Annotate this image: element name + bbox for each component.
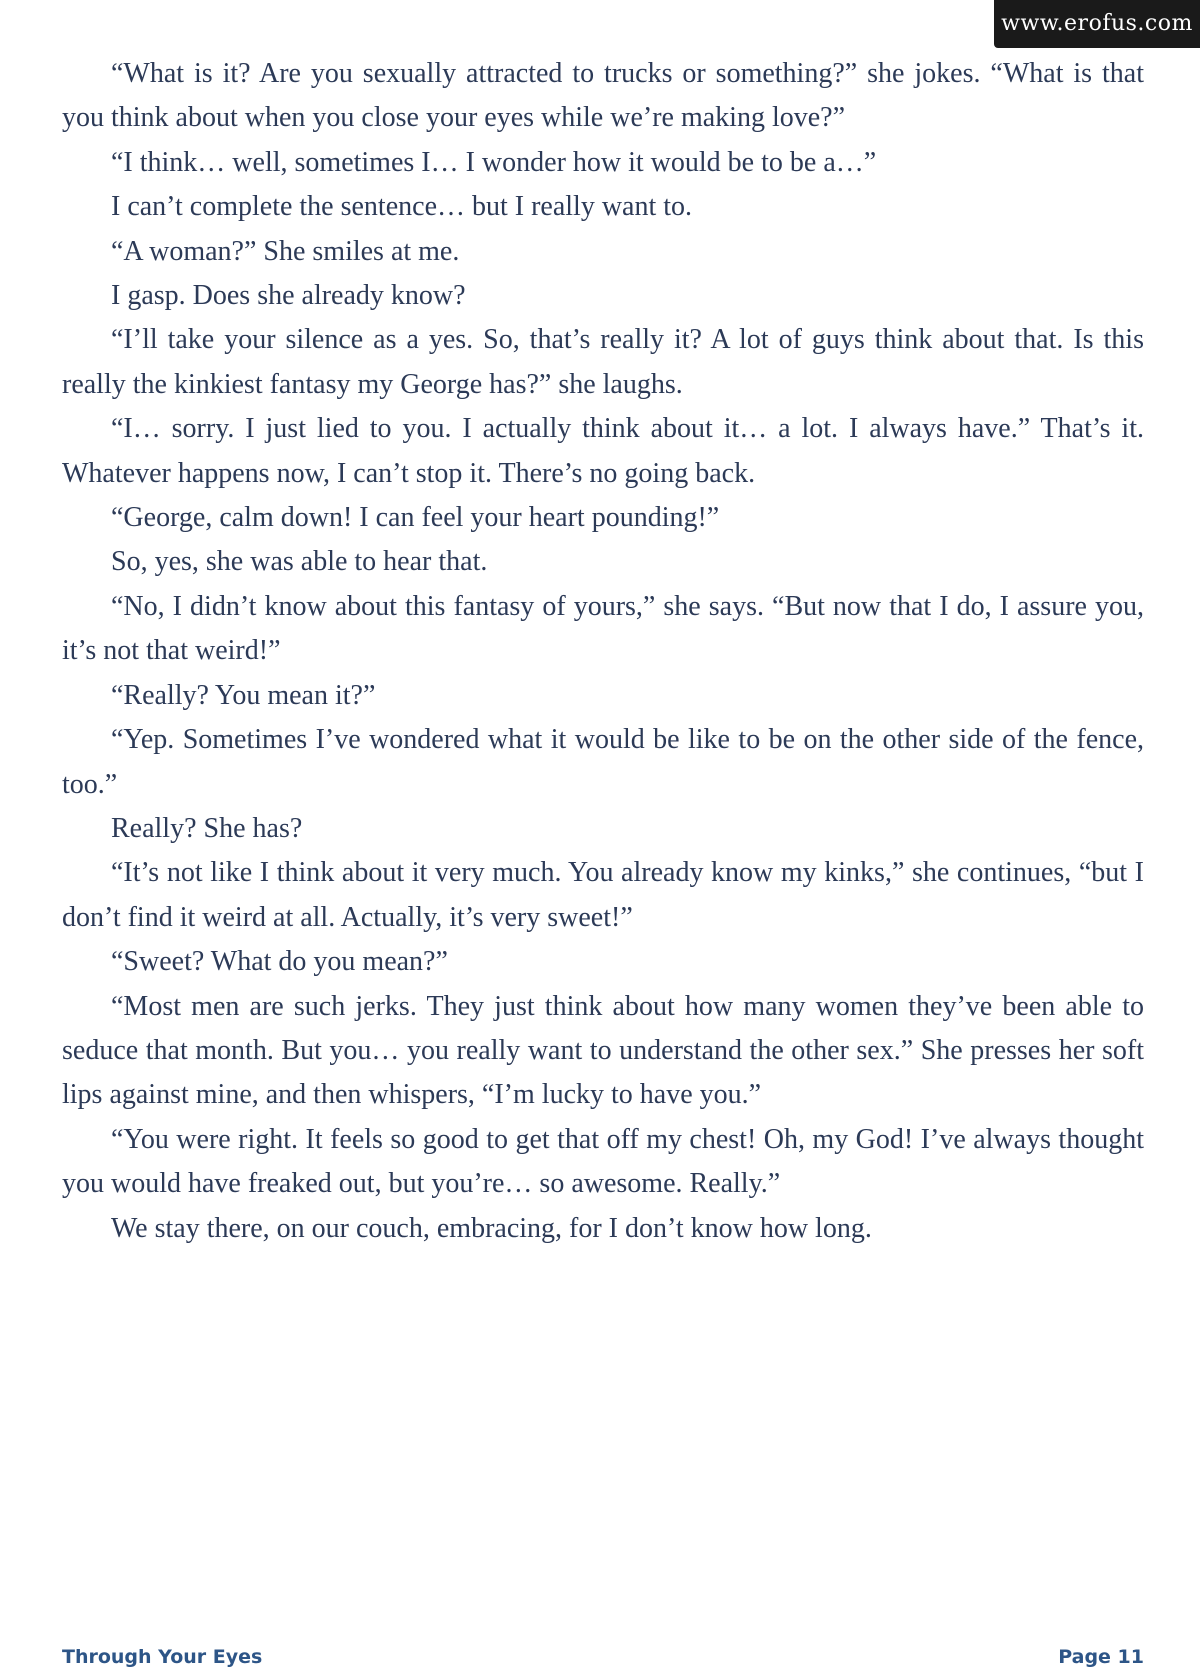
paragraph: We stay there, on our couch, embracing, for I don’t know how long. xyxy=(111,1212,872,1244)
page-number: Page 11 xyxy=(1058,1646,1144,1668)
paragraph: “Really? You mean it?” xyxy=(111,679,376,711)
paragraph: “No, I didn’t know about this fantasy of yours,” she says. “But now that I do, I assure you, it’s not that weird!” xyxy=(62,590,1144,667)
paragraph: “You were right. It feels so good to get that off my chest! Oh, my God! I’ve always thought you would have freaked out, but you’re… so awesome. Really.” xyxy=(62,1123,1144,1200)
paragraph: “I think… well, sometimes I… I wonder how it would be to be a…” xyxy=(111,146,877,178)
paragraph: I can’t complete the sentence… but I really want to. xyxy=(111,191,693,223)
watermark-label: www.erofus.com xyxy=(994,0,1200,48)
paragraph: “What is it? Are you sexually attracted to trucks or something?” she jokes. “What is that you think about when you close your eyes while we’re making love?” xyxy=(62,58,1144,134)
body-text xyxy=(62,52,1144,1251)
paragraph: “George, calm down! I can feel your heart pounding!” xyxy=(111,502,720,534)
paragraph: “I’ll take your silence as a yes. So, that’s really it? A lot of guys think about that. Is this really the kinkiest fantasy my George has?” she laughs. xyxy=(62,324,1144,400)
paragraph: “Sweet? What do you mean?” xyxy=(111,946,448,978)
paragraph: “Yep. Sometimes I’ve wondered what it would be like to be on the other side of the fence, too.” xyxy=(62,724,1144,800)
paragraph: “Most men are such jerks. They just think about how many women they’ve been able to seduce that month. But you… you really want to understand the other sex.” She presses her soft lips against mine, and then whispers, “I’m lucky to have you.” xyxy=(62,990,1144,1111)
paragraph: “I… sorry. I just lied to you. I actually think about it… a lot. I always have.” That’s it. Whatever happens now, I can’t stop it. There’s no going back. xyxy=(62,413,1144,489)
paragraph: “A woman?” She smiles at me. xyxy=(111,235,460,267)
paragraph: I gasp. Does she already know? xyxy=(111,280,466,312)
paragraph: “It’s not like I think about it very much. You already know my kinks,” she continues, “but I don’t find it weird at all. Actually, it’s very sweet!” xyxy=(62,857,1144,933)
paragraph: So, yes, she was able to hear that. xyxy=(111,546,488,578)
book-title: Through Your Eyes xyxy=(62,1646,263,1668)
paragraph: Really? She has? xyxy=(111,812,303,844)
